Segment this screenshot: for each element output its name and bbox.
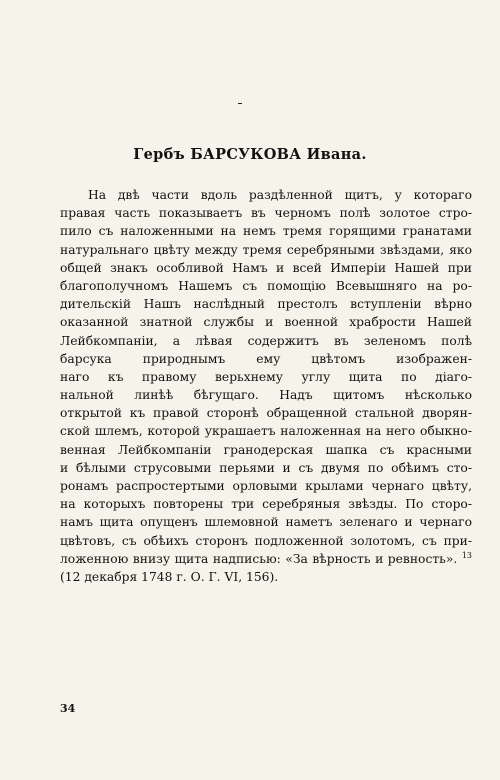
text-line: общей знакъ особливой Намъ и всей Имперіи Нашей при (60, 260, 472, 275)
text-line: Лейбкомпаніи, а лѣвая содержитъ въ зеленомъ полѣ (60, 333, 472, 348)
text-line: венная Лейбкомпаніи гранодерская шапка съ красными (60, 442, 472, 457)
text-line: пило съ наложенными на немъ тремя горящими гранатами (60, 224, 472, 239)
text-line-with-footnote (60, 550, 472, 568)
text-line: намъ щита опущенъ шлемовной наметъ зеленаго и чернаго (60, 515, 472, 530)
text-line: наго къ правому верьхнему углу щита по діаго- (60, 369, 472, 384)
text-line: и бѣлыми струсовыми перьями и съ двумя по обѣимъ сто- (60, 460, 472, 475)
text-line: На двѣ части вдоль раздѣленной щитъ, у котораго (88, 188, 472, 202)
text-line: нальной линѣѣ бѣгущаго. Надъ щитомъ нѣсколько (60, 388, 472, 403)
text-line: ложенною внизу щита надписью: «За вѣрность и ревность». (60, 551, 458, 566)
footnote-marker: 13 (461, 550, 472, 560)
text-line: барсука природнымъ ему цвѣтомъ изображен- (60, 351, 472, 366)
text-line: цвѣтовъ, съ обѣихъ сторонъ подложенной золотомъ, съ при- (60, 533, 472, 548)
printer-mark (238, 103, 242, 104)
text-line: правая часть показываетъ въ черномъ полѣ золотое стро- (60, 206, 472, 221)
text-line: дительскій Нашъ наслѣдный престолъ вступленіи вѣрно (60, 297, 472, 312)
text-line: ской шлемъ, которой украшаетъ наложенная на него обыкно- (60, 424, 472, 439)
page-number: 34 (60, 702, 76, 715)
text-line: на которыхъ повторены три серебряныя звѣзды. По сторо- (60, 497, 472, 512)
page-title: Гербъ БАРСУКОВА Ивана. (133, 146, 367, 163)
text-line: оказанной знатной службы и военной храбрости Нашей (60, 315, 472, 330)
text-line: ронамъ распростертыми орловыми крылами чернаго цвѣту, (60, 479, 472, 493)
text-line: (12 декабря 1748 г. О. Г. VI, 156). (60, 569, 279, 584)
text-line: открытой къ правой сторонѣ обращенной стальной дворян- (60, 406, 472, 421)
text-line: натуральнаго цвѣту между тремя серебряными звѣздами, яко (60, 242, 472, 257)
body-text (60, 186, 472, 586)
text-line: благополучномъ Нашемъ съ помощію Всевышняго на ро- (60, 278, 472, 293)
